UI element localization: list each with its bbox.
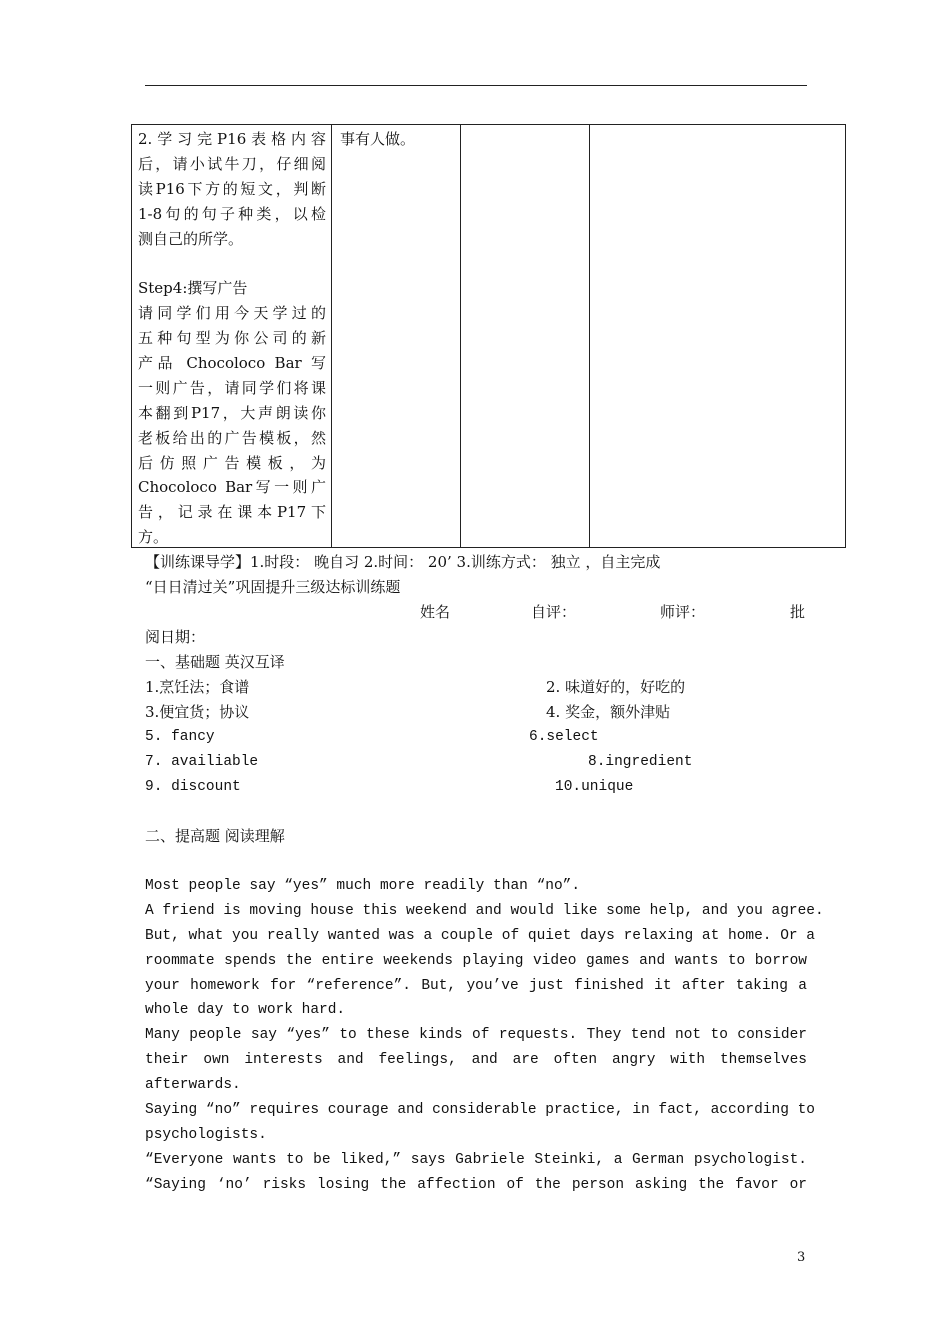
vocab-item: 4. 奖金，额外津贴	[546, 703, 671, 721]
passage-line: your homework for “reference”. But, you’ve just finished it after taking a	[145, 977, 807, 994]
activity-line: 产品 Chocoloco Bar 写	[138, 354, 326, 373]
training-heading: 【训练课导学】1.时段： 晚自习 2.时间： 20’ 3.训练方式： 独立 ，自主完成	[145, 553, 661, 571]
section1-title: 一、基础题 英汉互译	[145, 653, 285, 671]
activity-line: 本翻到P17，大声朗读你	[138, 403, 326, 422]
table-cell-note: 事有人做。	[340, 130, 416, 148]
activity-line	[138, 251, 326, 276]
activity-line: 老板给出的广告模板，然	[138, 428, 326, 447]
vocab-item: 5. fancy	[145, 729, 215, 745]
review-date-label-cont: 阅日期：	[145, 628, 206, 646]
activity-line: 后仿照广告模板，为	[138, 453, 326, 472]
vocab-item: 8.ingredient	[588, 754, 693, 770]
vocab-item: 7. availiable	[145, 754, 259, 770]
self-eval-label: 自评：	[531, 603, 577, 621]
vocab-item: 3.便宜货；协议	[145, 703, 250, 721]
vocab-item: 1.烹饪法；食谱	[145, 678, 250, 696]
passage-line: Most people say “yes” much more readily than “no”.	[145, 878, 581, 894]
activity-line: 后，请小试牛刀，仔细阅	[138, 154, 326, 173]
passage-line: But, what you really wanted was a couple of quiet days relaxing at home. Or a	[145, 927, 816, 944]
reading-passage	[145, 874, 824, 1198]
training-title: “日日清过关”巩固提升三级达标训练题	[145, 578, 401, 596]
passage-line: afterwards.	[145, 1077, 241, 1094]
activity-line: 方。	[138, 528, 169, 547]
passage-line: Many people say “yes” to these kinds of requests. They tend not to consider	[145, 1027, 807, 1044]
header-rule	[145, 85, 807, 86]
review-date-label: 批	[790, 603, 806, 621]
activity-line: 1-8句的句子种类，以检	[138, 204, 326, 223]
vocab-item: 9. discount	[145, 779, 241, 795]
lesson-table	[131, 124, 846, 548]
teacher-eval-label: 师评：	[660, 603, 706, 621]
activity-line: 一则广告，请同学们将课	[138, 378, 326, 397]
vocab-item: 6.select	[529, 729, 599, 745]
vocab-item: 10.unique	[555, 779, 634, 795]
passage-line: Saying “no” requires courage and considerable practice, in fact, according to	[145, 1102, 816, 1119]
activity-line: 五种句型为你公司的新	[138, 329, 326, 348]
activity-line: 测自己的所学。	[138, 229, 244, 248]
activity-line: 请同学们用今天学过的	[138, 304, 326, 323]
passage-line: whole day to work hard.	[145, 1002, 346, 1019]
activity-line: 告，记录在课本P17下	[138, 503, 326, 522]
passage-line: psychologists.	[145, 1126, 267, 1143]
table-cell-activity	[138, 127, 326, 550]
name-label: 姓名	[420, 603, 451, 621]
passage-line: roommate spends the entire weekends playing video games and wants to borrow	[145, 952, 807, 969]
table-divider-2	[460, 125, 461, 547]
passage-line: “Saying ‘no’ risks losing the affection of the person asking the favor or	[145, 1176, 807, 1193]
activity-line: Chocoloco Bar写一则广	[138, 478, 326, 497]
table-divider-3	[589, 125, 590, 547]
activity-line: 2.学习完P16表格内容	[138, 130, 326, 148]
table-divider-1	[331, 125, 332, 547]
page-number: 3	[797, 1250, 806, 1265]
section2-title: 二、提高题 阅读理解	[145, 827, 285, 845]
activity-line: 读P16下方的短文，判断	[138, 179, 326, 198]
activity-step-heading: Step4:撰写广告	[138, 279, 248, 298]
passage-line: their own interests and feelings, and are often angry with themselves	[145, 1052, 807, 1069]
vocab-item: 2. 味道好的，好吃的	[546, 678, 686, 696]
passage-line: “Everyone wants to be liked,” says Gabriele Steinki, a German psychologist.	[145, 1151, 807, 1168]
passage-line: A friend is moving house this weekend and would like some help, and you agree.	[145, 902, 824, 919]
